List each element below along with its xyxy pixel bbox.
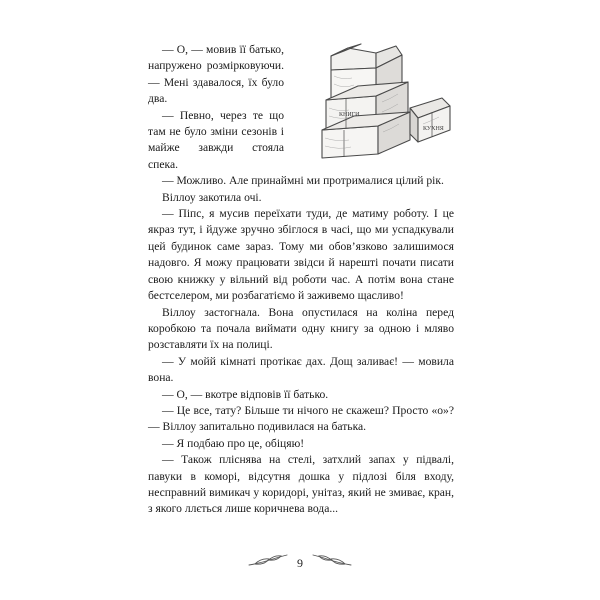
- page-number: 9: [297, 556, 303, 570]
- page-text-column: [148, 42, 454, 518]
- paragraph: Віллоу закотила очі.: [162, 190, 262, 204]
- paragraph: — Я подбаю про це, обіцяю!: [162, 436, 305, 450]
- paragraph: — У мойй кімнаті протікає дах. Дощ заливає! — мовила вона.: [148, 354, 454, 385]
- paragraph: — Також пліснява на стелі, затхлий запах у підвалі, павуки в коморі, відсутня дошка у підлозі біля входу, несправний вимикач у коридорі, унітаз, який не змиває, кран, з якого ллється лише коричнева вода...: [148, 453, 454, 516]
- paragraph: — О, — вкотре відповів її батько.: [162, 387, 329, 401]
- stack-of-cardboard-boxes-illustration: [284, 42, 454, 162]
- paragraph: — Можливо. Але принаймні ми протрималися цілий рік.: [162, 174, 444, 188]
- paragraph: — О, — мовив її батько, напружено розмірковуючи. — Мені здавалося, їх було два.: [148, 43, 284, 106]
- box-label-books: КНИГИ: [339, 112, 360, 118]
- paragraph: — Піпс, я мусив переїхати туди, де матиму роботу. І це якраз тут, і йдуже зручно збіглося в часі, що ми успадкували цей будинок саме зараз. Тому ми обов’язково залишимося надовго. Я можу працювати звідси й нарешті почати писати свою книжку у вільний від роботи час. А потім вона стане бестселером, ми розбагатіємо й заживемо щасливо!: [148, 207, 454, 303]
- page-footer: [0, 553, 600, 574]
- box-label-kitchen: КУХНЯ: [423, 126, 444, 132]
- paragraph: Віллоу застогнала. Вона опустилася на коліна перед коробкою та почала виймати одну книгу за одною і мляво розставляти їх на полиці.: [148, 305, 454, 352]
- paragraph: — Певно, через те що там не було зміни сезонів і майже завжди стояла спека.: [148, 108, 284, 171]
- leaf-flourish-right-icon: [311, 553, 353, 574]
- paragraph: — Це все, тату? Більше ти нічого не скажеш? Просто «о»? — Віллоу запитально подивилася на батька.: [148, 403, 454, 434]
- leaf-flourish-left-icon: [247, 553, 289, 574]
